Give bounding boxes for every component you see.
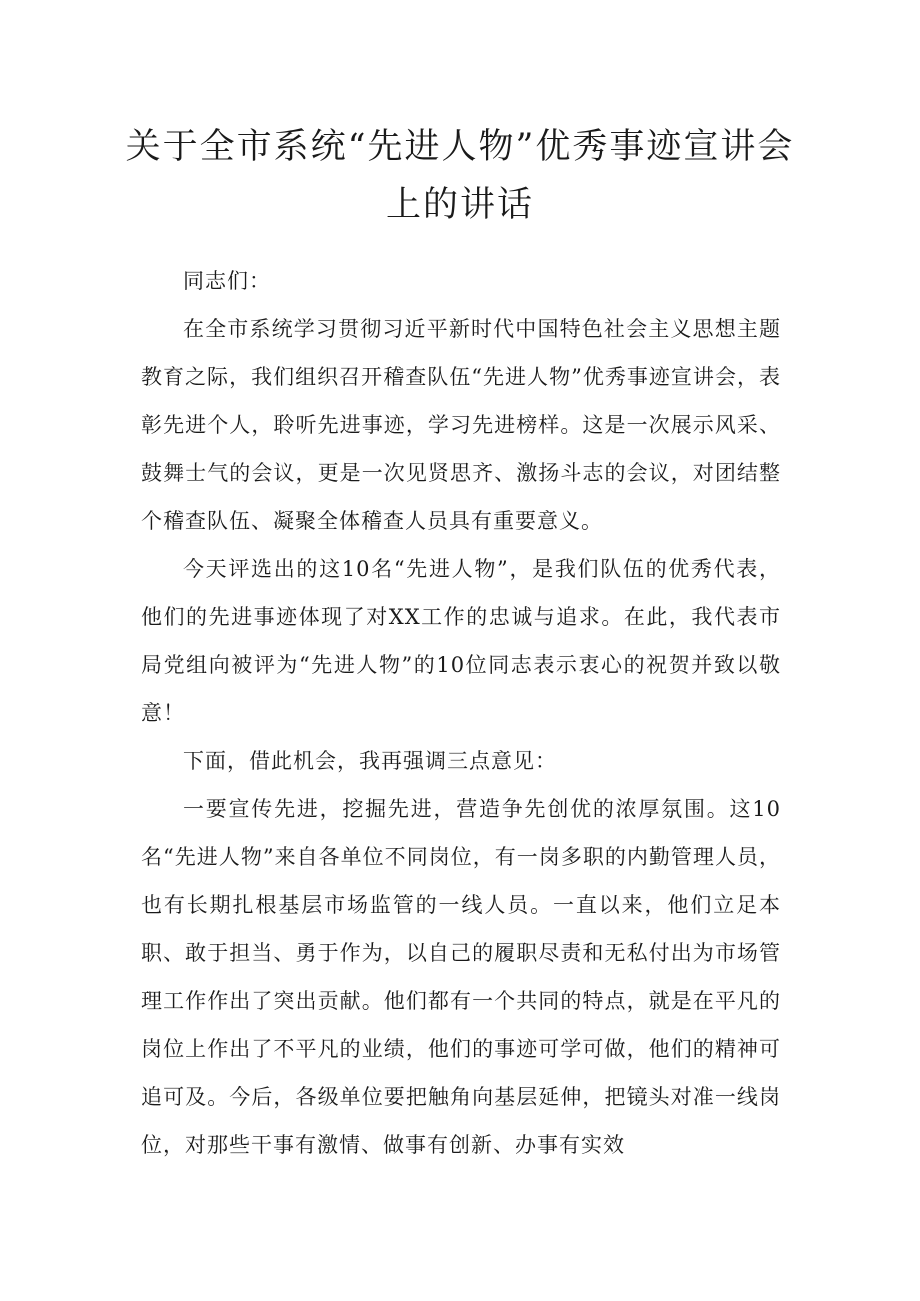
- paragraph-congratulations: 今天评选出的这10名“先进人物”，是我们队伍的优秀代表，他们的先进事迹体现了对XX工作的忠诚与追求。在此，我代表市局党组向被评为“先进人物”的10位同志表示衷心的祝贺并致以敬意！: [141, 557, 781, 725]
- document-body: [141, 257, 781, 1169]
- paragraph-intro: 在全市系统学习贯彻习近平新时代中国特色社会主义思想主题教育之际，我们组织召开稽查队伍“先进人物”优秀事迹宣讲会，表彰先进个人，聆听先进事迹，学习先进榜样。这是一次展示风采、鼓舞士气的会议，更是一次见贤思齐、激扬斗志的会议，对团结整个稽查队伍、凝聚全体稽查人员具有重要意义。: [141, 317, 781, 533]
- document-title: 关于全市系统“先进人物”优秀事迹宣讲会上的讲话: [125, 127, 795, 225]
- paragraph-transition: 下面，借此机会，我再强调三点意见：: [183, 749, 557, 773]
- paragraph-point-one: 一要宣传先进，挖掘先进，营造争先创优的浓厚氛围。这10名“先进人物”来自各单位不同岗位，有一岗多职的内勤管理人员，也有长期扎根基层市场监管的一线人员。一直以来，他们立足本职、敢于担当、勇于作为，以自己的履职尽责和无私付出为市场管理工作作出了突出贡献。他们都有一个共同的特点，就是在平凡的岗位上作出了不平凡的业绩，他们的事迹可学可做，他们的精神可追可及。今后，各级单位要把触角向基层延伸，把镜头对准一线岗位，对那些干事有激情、做事有创新、办事有实效: [141, 797, 781, 1157]
- salutation: 同志们：: [183, 269, 271, 293]
